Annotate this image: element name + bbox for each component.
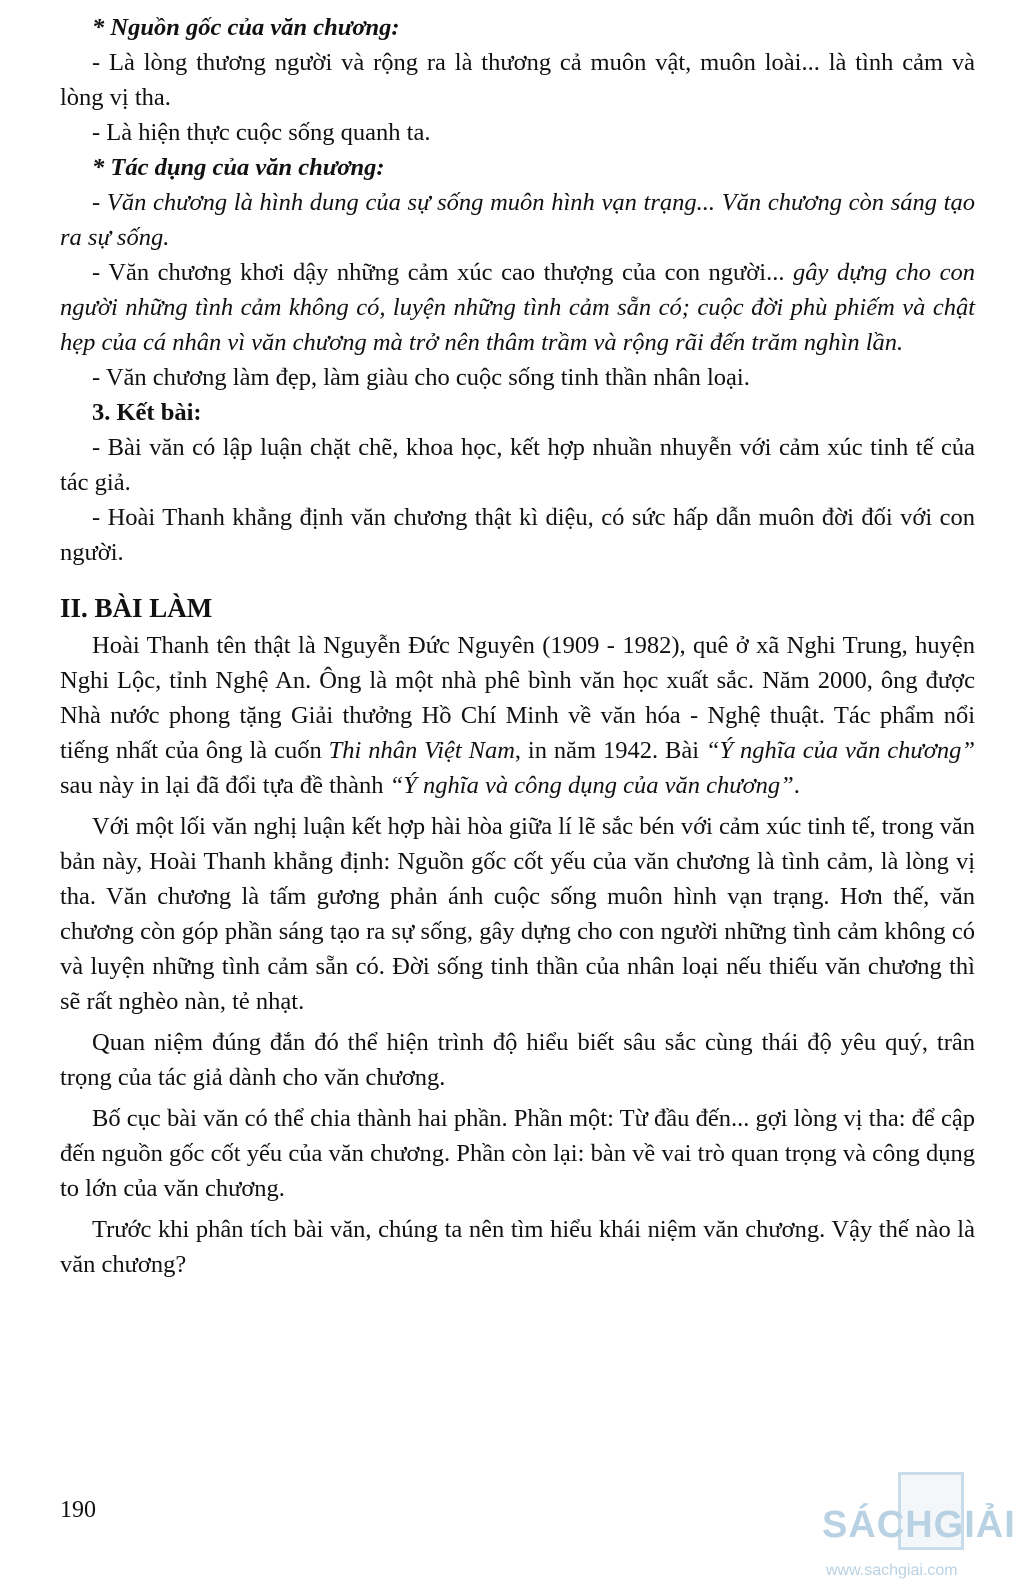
effect-point-2: [60, 255, 975, 360]
effect-point-2-italic: gây dựng cho con người những tình cảm không có, luyện những tình cảm sẵn có; cuộc đời phù phiếm và chật hẹp của cá nhân vì văn chương mà trở nên thâm trầm và rộng rãi đến trăm nghìn lần.: [60, 259, 975, 356]
paragraph-1: [60, 628, 975, 803]
paragraph-1-text-a: Hoài Thanh tên thật là Nguyễn Đức Nguyên (1909 - 1982), quê ở xã Nghi Trung, huyện Nghi Lộc, tỉnh Nghệ An. Ông là một nhà phê bình văn học xuất sắc. Năm 2000, ông được Nhà nước phong tặng Giải thưởng Hồ Chí Minh về văn hóa - Nghệ thuật. Tác phẩm nổi tiếng nhất của ông là cuốn: [60, 632, 975, 764]
conclusion-point-1: - Bài văn có lập luận chặt chẽ, khoa học, kết hợp nhuần nhuyễn với cảm xúc tinh tế của tác giả.: [60, 434, 975, 496]
watermark-url: www.sachgiai.com: [826, 1562, 958, 1579]
watermark-logo: [822, 1470, 1022, 1590]
effect-heading: * Tác dụng của văn chương:: [92, 154, 385, 181]
effect-point-2-normal: - Văn chương khơi dậy những cảm xúc cao thượng của con người...: [92, 259, 794, 286]
paragraph-5: Trước khi phân tích bài văn, chúng ta nên tìm hiểu khái niệm văn chương. Vậy thế nào là văn chương?: [60, 1216, 975, 1278]
paragraph-1-text-e: sau này in lại đã đổi tựa đề thành: [60, 772, 390, 799]
paragraph-1-essay-title: “Ý nghĩa của văn chương”: [705, 737, 975, 764]
paragraph-3: Quan niệm đúng đắn đó thể hiện trình độ hiểu biết sâu sắc cùng thái độ yêu quý, trân trọng của tác giả dành cho văn chương.: [60, 1029, 975, 1091]
effect-point-1: - Văn chương là hình dung của sự sống muôn hình vạn trạng... Văn chương còn sáng tạo ra sự sống.: [60, 189, 975, 251]
page-number: 190: [60, 1497, 96, 1523]
paragraph-1-book-title: Thi nhân Việt Nam: [328, 737, 515, 764]
paragraph-1-text-c: , in năm 1942. Bài: [514, 737, 706, 764]
effect-point-3: - Văn chương làm đẹp, làm giàu cho cuộc sống tinh thần nhân loại.: [92, 364, 750, 391]
conclusion-heading: 3. Kết bài:: [92, 399, 202, 426]
paragraph-1-new-title: “Ý nghĩa và công dụng của văn chương”: [389, 772, 794, 799]
origin-point-1: - Là lòng thương người và rộng ra là thương cả muôn vật, muôn loài... là tình cảm và lòng vị tha.: [60, 49, 975, 111]
origin-heading: * Nguồn gốc của văn chương:: [92, 14, 400, 41]
paragraph-4: Bố cục bài văn có thể chia thành hai phần. Phần một: Từ đầu đến... gợi lòng vị tha: để cập đến nguồn gốc cốt yếu của văn chương. Phần còn lại: bàn về vai trò quan trọng và công dụng to lớn của văn chương.: [60, 1105, 975, 1202]
paragraph-1-text-g: .: [793, 772, 800, 799]
page-content: [60, 10, 975, 1282]
section-title: II. BÀI LÀM: [60, 593, 213, 623]
paragraph-2: Với một lối văn nghị luận kết hợp hài hòa giữa lí lẽ sắc bén với cảm xúc tinh tế, trong văn bản này, Hoài Thanh khẳng định: Nguồn gốc cốt yếu của văn chương là tình cảm, là lòng vị tha. Văn chương là tấm gương phản ánh cuộc sống muôn hình vạn trạng. Hơn thế, văn chương còn góp phần sáng tạo ra sự sống, gây dựng cho con người những tình cảm không có và luyện những tình cảm sẵn có. Đời sống tinh thần của nhân loại nếu thiếu văn chương thì sẽ rất nghèo nàn, tẻ nhạt.: [60, 813, 975, 1015]
conclusion-point-2: - Hoài Thanh khẳng định văn chương thật kì diệu, có sức hấp dẫn muôn đời đối với con người.: [60, 504, 975, 566]
watermark-brand: SÁCHGIẢI: [822, 1504, 1016, 1546]
origin-point-2: - Là hiện thực cuộc sống quanh ta.: [92, 119, 431, 146]
